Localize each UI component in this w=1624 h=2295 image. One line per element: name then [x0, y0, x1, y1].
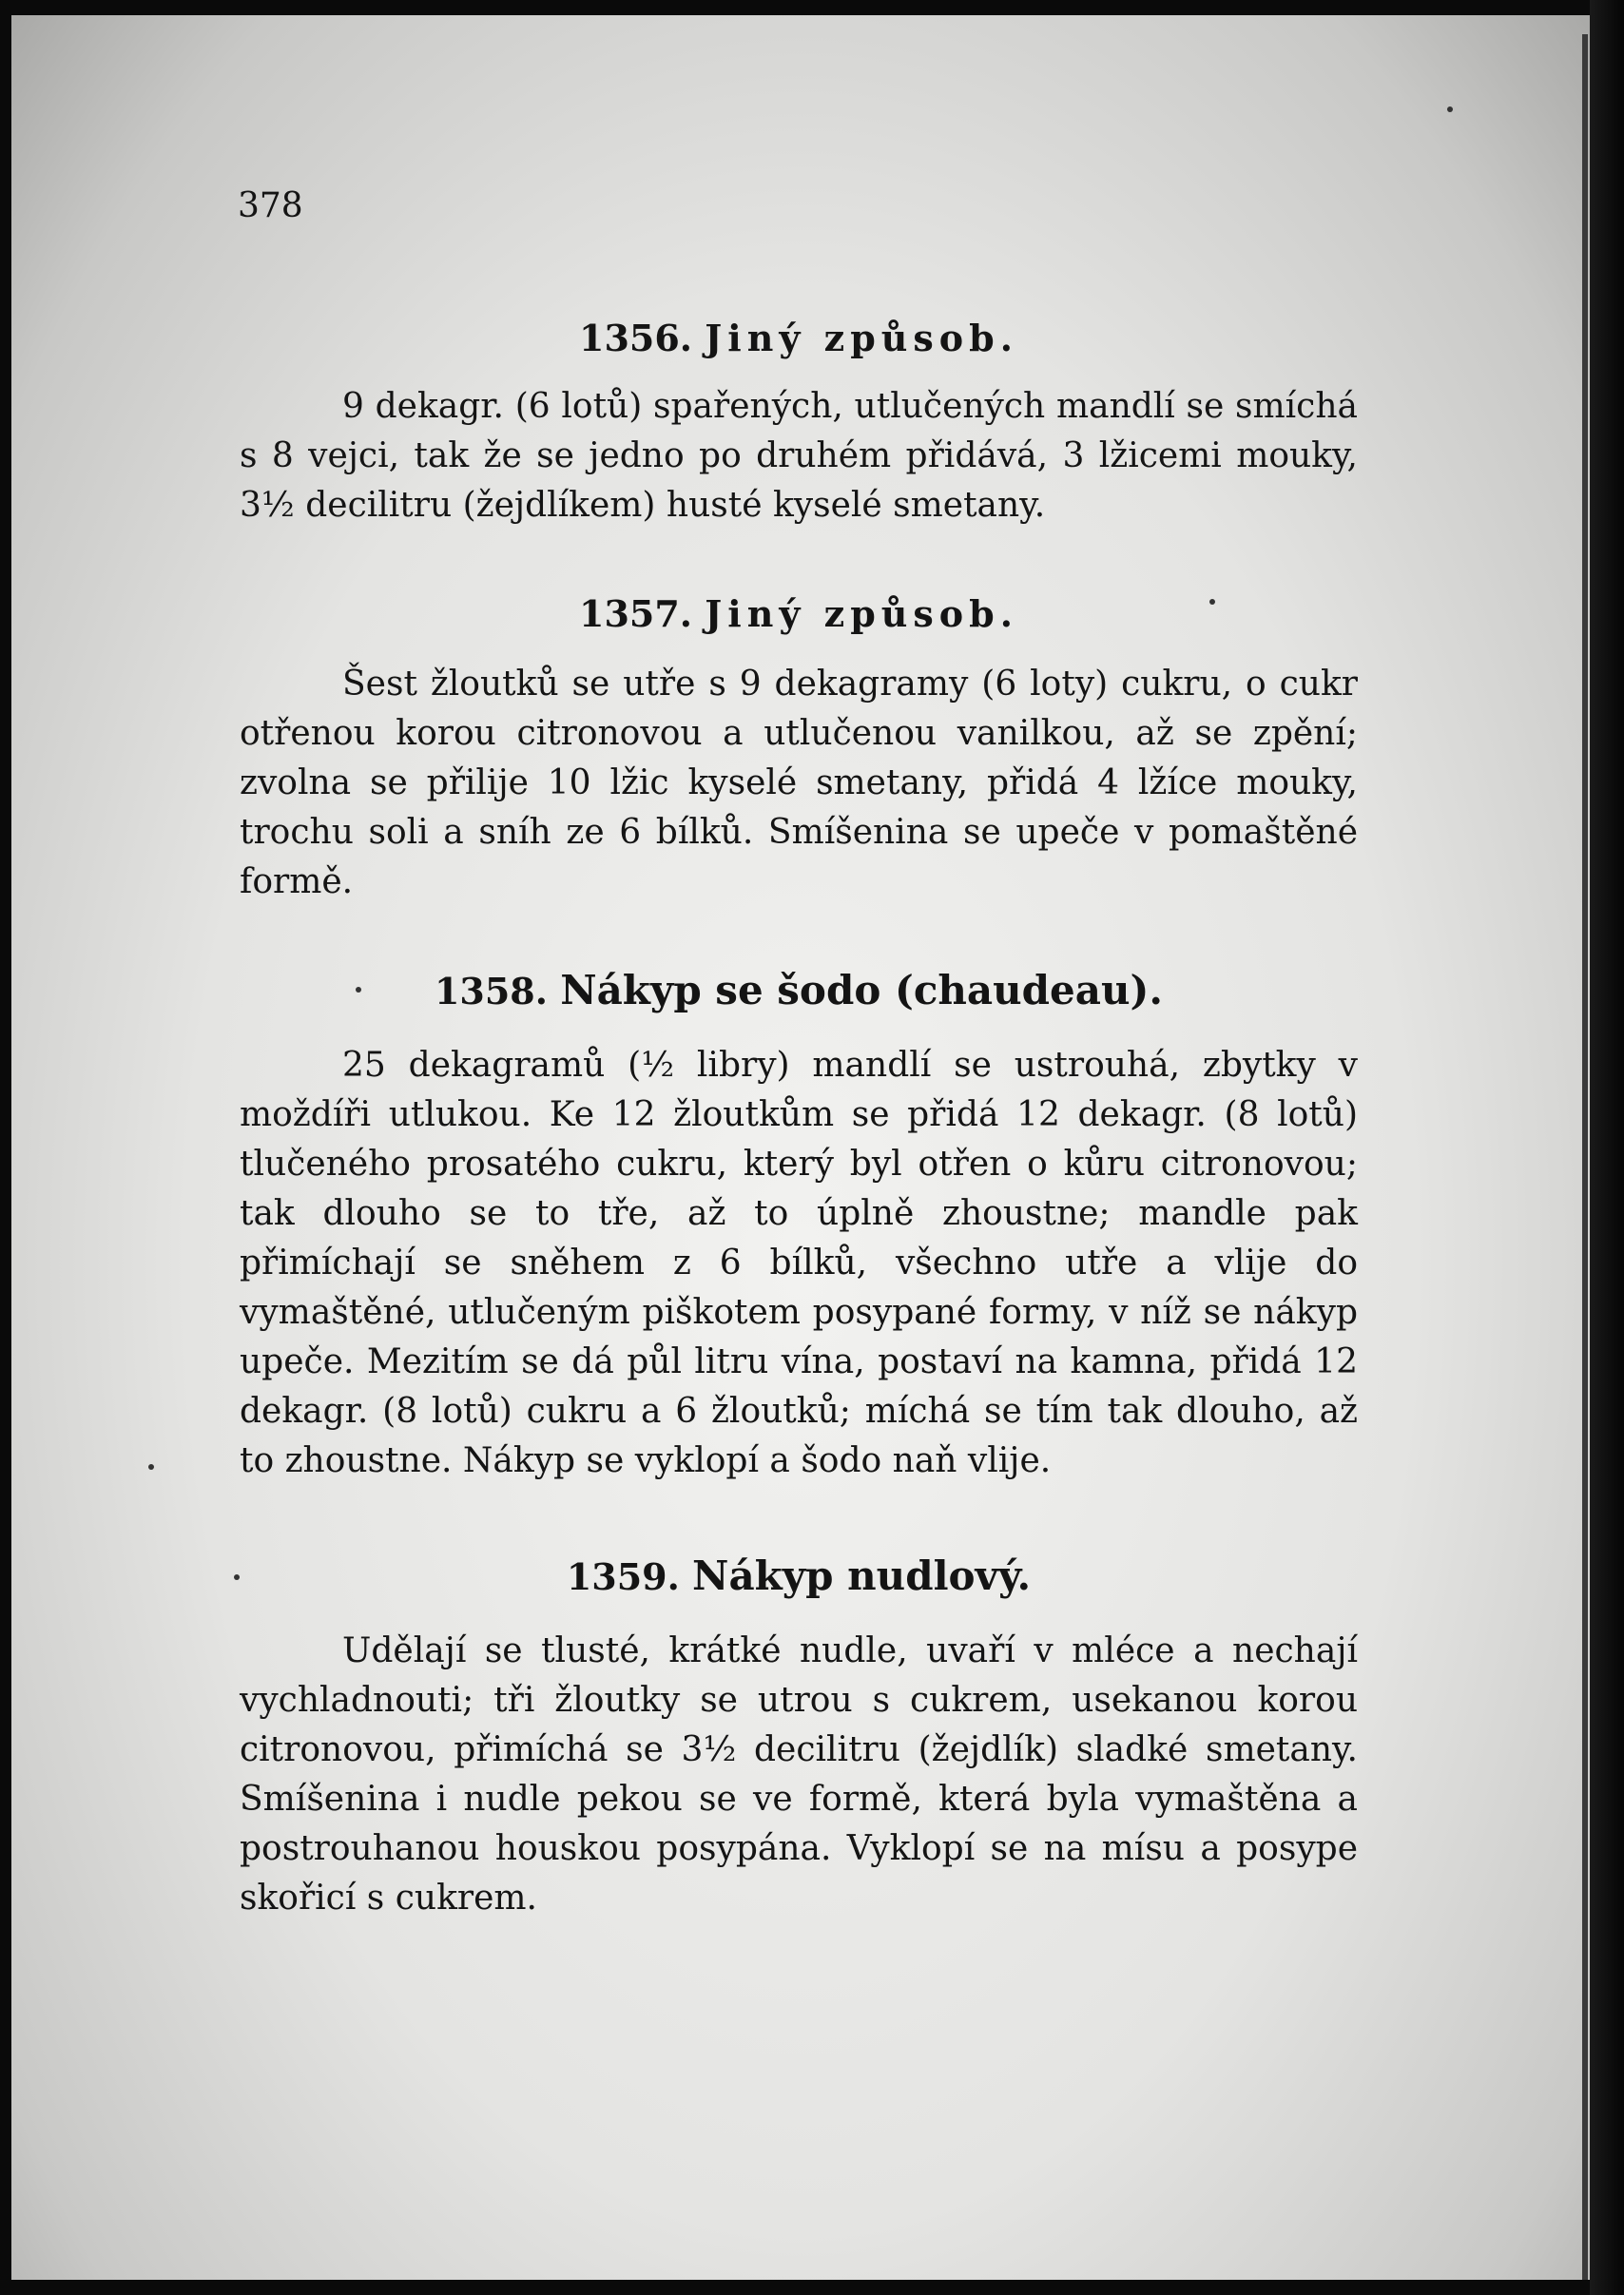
- heading-title: Nákyp nudlový.: [692, 1552, 1032, 1599]
- scan-speck: [234, 1574, 240, 1580]
- heading-number: 1358.: [434, 970, 548, 1012]
- scan-speck: [356, 987, 361, 993]
- recipe-paragraph: 9 dekagr. (6 lotů) spařených, utlučených mandlí se smíchá s 8 vejci, tak že se jedno po druhém přidává, 3 lžicemi mouky, 3½ decilitru (žejdlíkem) husté kyselé smetany.: [240, 387, 1358, 525]
- scan-speck: [148, 1464, 154, 1470]
- recipe-paragraph: Udělají se tlusté, krátké nudle, uvaří v mléce a nechají vychladnouti; tři žloutky se utrou s cukrem, usekanou korou citronovou, přimíchá se 3½ decilitru (žejdlík) sladké smetany. Smíšenina i nudle pekou se ve formě, která byla vymaštěna a postrouhanou houskou posypána. Vyklopí se na mísu a posype skořicí s cukrem.: [240, 1631, 1358, 1918]
- page-number: 378: [238, 186, 303, 225]
- heading-number: 1359.: [566, 1555, 680, 1598]
- section-heading: [240, 966, 1358, 1016]
- heading-title: Jiný způsob.: [705, 592, 1018, 635]
- heading-title: Jiný způsob.: [705, 317, 1018, 359]
- page-edge-shadow: [1582, 34, 1588, 2280]
- section-heading: [240, 314, 1358, 363]
- book-spine: [1590, 0, 1624, 2295]
- section-heading: [240, 589, 1358, 639]
- section-1356: [240, 314, 1358, 530]
- scan-speck: [1447, 106, 1453, 112]
- recipe-paragraph: 25 dekagramů (½ libry) mandlí se ustrouhá, zbytky v moždíři utlukou. Ke 12 žloutkům se přidá 12 dekagr. (8 lotů) tlučeného prosatého cukru, který byl otřen o kůru citronovou; tak dlouho se to tře, až to úplně zhoustne; mandle pak přimíchají se sněhem z 6 bílků, všechno utře a vlije do vymaštěné, utlučeným piškotem posypané formy, v níž se nákyp upeče. Mezitím se dá půl litru vína, postaví na kamna, přidá 12 dekagr. (8 lotů) cukru a 6 žloutků; míchá se tím tak dlouho, až to zhoustne. Nákyp se vyklopí a šodo naň vlije.: [240, 1046, 1358, 1480]
- heading-title: Nákyp se šodo (chaudeau).: [560, 967, 1164, 1013]
- heading-number: 1356.: [579, 317, 693, 359]
- section-1358: [240, 966, 1358, 1486]
- recipe-paragraph: Šest žloutků se utře s 9 dekagramy (6 loty) cukru, o cukr otřenou korou citronovou a utlučenou vanilkou, až se zpění; zvolna se přilije 10 lžic kyselé smetany, přidá 4 lžíce mouky, trochu soli a sníh ze 6 bílků. Smíšenina se upeče v pomaštěné formě.: [240, 665, 1358, 901]
- section-1357: [240, 589, 1358, 907]
- scan-speck: [1209, 599, 1215, 605]
- section-heading: [240, 1552, 1358, 1602]
- heading-number: 1357.: [579, 592, 693, 635]
- section-1359: [240, 1552, 1358, 1923]
